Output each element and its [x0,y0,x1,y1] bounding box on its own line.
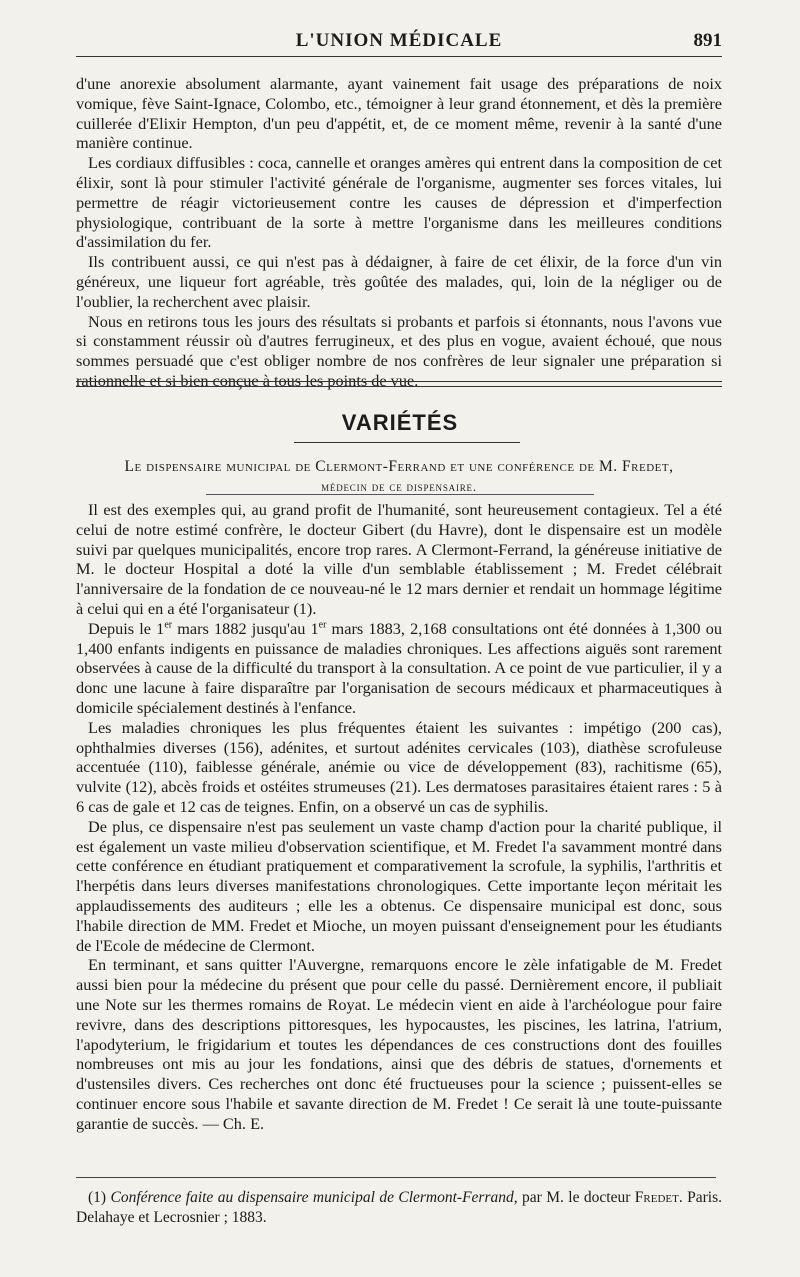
footnote [76,1188,722,1228]
article-subtitle [76,457,722,497]
text-run: Depuis le 1 [88,618,165,638]
paragraph: De plus, ce dispensaire n'est pas seulement un vaste champ d'action pour la charité publique, il est également un vaste milieu d'observation scientifique, et M. Fredet l'a savamment montré dans cette conférence en étudiant pratiquement et comparativement la scrofule, la syphilis, l'arthritis et l'herpétis dans leurs diverses manifestations chronologiques. Cette importante leçon méritait les applaudissements des auditeurs ; elle les a obtenus. Ce dispensaire municipal est donc, sous l'habile direction de MM. Fredet et Mioche, un moyen puissant d'enseignement pour les étudiants de l'Ecole de médecine de Clermont. [76,816,722,955]
signature: — Ch. E. [202,1113,265,1133]
title-rule [294,442,520,443]
footnote-text [76,1188,722,1228]
footnote-marker: (1) [88,1189,107,1206]
superscript: er [164,619,173,631]
paragraph: Nous en retirons tous les jours des résultats si probants et parfois si étonnants, nous l'avons vue si constamment réussir où d'autres ferrugineux, et des plus en vogue, avaient échoué, que nous sommes persuadé que c'est obliger nombre de nos confrères de leur signaler une préparation si rationnelle et si bien conçue à tous les points de vue. [76,311,722,390]
section-title: VARIÉTÉS [341,410,459,435]
paragraph [76,955,722,1133]
paragraph: Les cordiaux diffusibles : coca, cannelle et oranges amères qui entrent dans la composition de cet élixir, sont là pour stimuler l'activité générale de l'organisme, augmenter ses forces vitales, lui permettre de réagir victorieusement contre les causes de dépression et d'imperfection physiologique, contribuant de la sorte à mettre l'organisme dans les meilleures conditions d'assimilation du fer. [76,153,722,252]
paragraph [76,619,722,718]
journal-title: L'UNION MÉDICALE [295,30,503,51]
footnote-title: Conférence faite au dispensaire municipal de Clermont-Ferrand, [110,1189,518,1206]
superscript: er [318,619,327,631]
page-number: 891 [693,30,722,51]
paragraph: Les maladies chroniques les plus fréquentes étaient les suivantes : impétigo (200 cas), ophthalmies diverses (156), adénites, et surtout adénites cervicales (103), diathèse scrofuleuse accentuée (110), faiblesse générale, anémie ou vice de développement (83), rachitisme (65), vulvite (12), abcès froids et ostéites strumeuses (21). Les dermatoses parasitaires étaient rares : 5 à 6 cas de gale et 12 cas de teignes. Enfin, on a observé un cas de syphilis. [76,717,722,816]
running-head [76,30,722,57]
text-run: par M. le docteur [522,1189,631,1206]
text-run: mars 1882 jusqu'au 1 [172,618,319,638]
text-run: mars 1883, 2,168 consultations ont été données à 1,300 ou 1,400 enfants indigents en puissance de maladies chroniques. Les affections aiguës sont rarement observées à cause de la difficulté du transport à la consultation. A ce point de vue particulier, il y a donc une lacune à faire disparaître par l'organisation de secours médicaux et pharmaceutiques à domicile spécialement destinés à l'enfance. [76,618,722,717]
paragraph: Ils contribuent aussi, ce qui n'est pas à dédaigner, à faire de cet élixir, de la force d'un vin généreux, une liqueur fort agréable, très goûtée des malades, qui, loin de la négliger ou de l'oublier, la recherchent avec plaisir. [76,252,722,311]
article-body [76,500,722,1134]
footnote-author: Fredet. [634,1189,683,1206]
section-divider [76,381,722,387]
subtitle-line: Le dispensaire municipal de Clermont-Ferrand et une conférence de M. Fredet, [124,458,674,475]
footnote-rule [76,1177,716,1178]
text-run: En terminant, et sans quitter l'Auvergne, remarquons encore le zèle infatigable de M. Fredet aussi bien pour la médecine du présent que pour celle du passé. Dernièrement encore, il publiait une Note sur les thermes romains de Royat. Le médecin vient en aide à l'archéologue pour faire revivre, dans des descriptions pittoresques, les hypocaustes, les piscines, les latrina, l'atrium, l'apodyterium, le frigidarium et toutes les dépendances de ces constructions dont des fouilles nombreuses ont mis au jour les fondations, ainsi que des débris de statues, d'ornements et d'ustensiles divers. Ces recherches ont donc été fructueuses pour la science ; puissent-elles se continuer encore sous l'habile et savante direction de M. Fredet ! Ce serait là une toute-puissante garantie de succès. [76,955,722,1133]
article-continuation [76,74,722,391]
subtitle-line: médecin de ce dispensaire. [321,479,477,494]
text-run: Paris. Delahaye et Lecrosnier ; 1883. [76,1189,722,1226]
paragraph: d'une anorexie absolument alarmante, ayant vainement fait usage des préparations de noix vomique, fève Saint-Ignace, Colombo, etc., témoigner à leur grand étonnement, et dès la première cuillerée d'Elixir Hempton, d'un peu d'appétit, et, de ce moment même, revenir à la santé d'une manière continue. [76,74,722,153]
subtitle-rule [206,494,594,495]
paragraph: Il est des exemples qui, au grand profit de l'humanité, sont heureusement contagieux. Tel a été celui de notre estimé confrère, le docteur Gibert (du Havre), dont le dispensaire est un modèle suivi par quelques municipalités, encore trop rares. A Clermont-Ferrand, la généreuse initiative de M. le docteur Hospital a doté la ville d'un semblable établissement ; M. Fredet célébrait l'anniversaire de la fondation de ce nouveau-né le 12 mars dernier et rendait un hommage légitime à celui qui en a été l'organisateur (1). [76,500,722,618]
